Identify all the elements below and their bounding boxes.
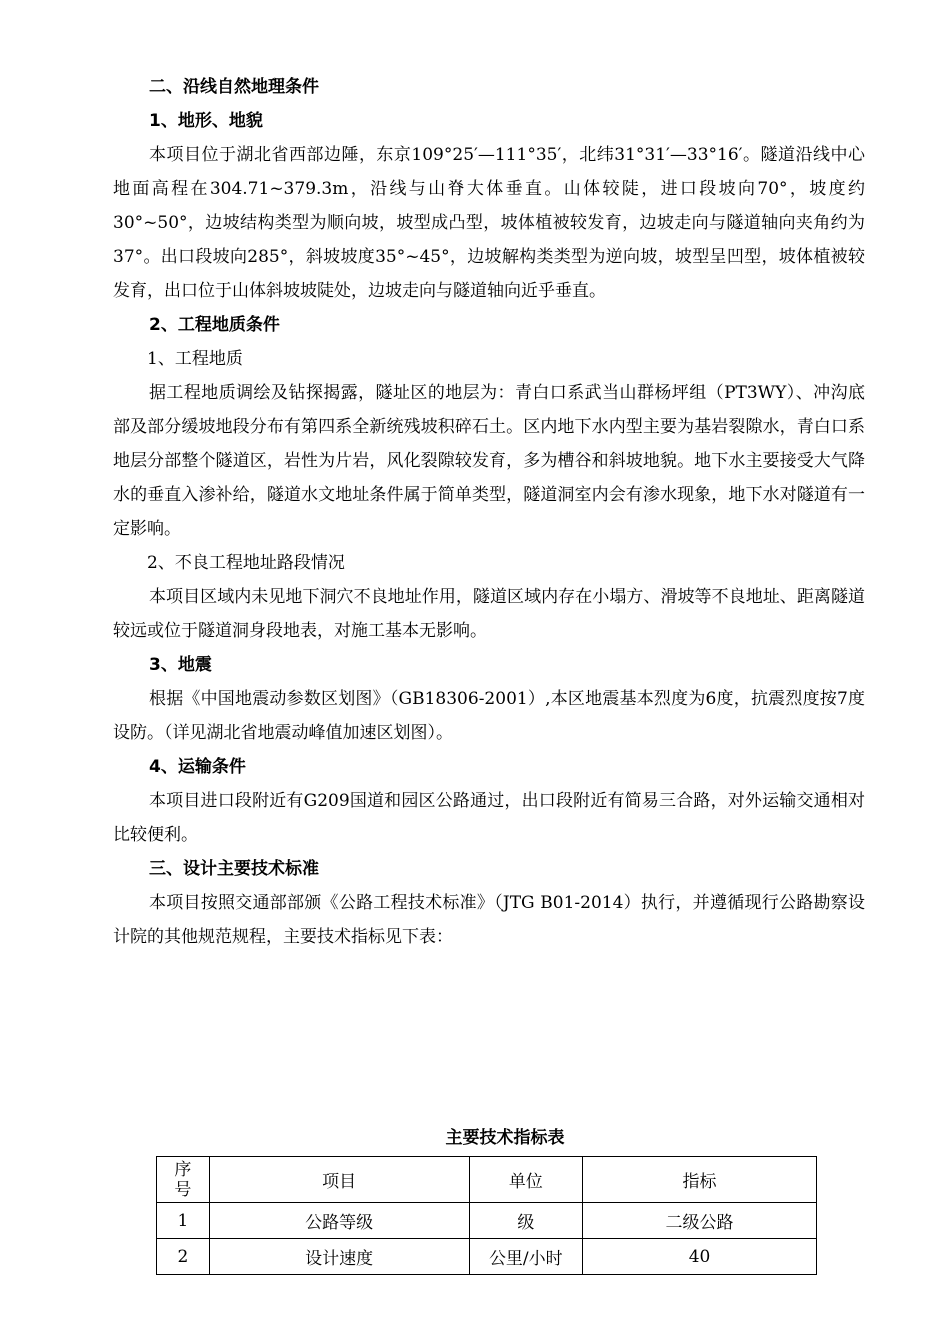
- cell-value: 二级公路: [583, 1203, 817, 1239]
- header-item: 项目: [209, 1157, 469, 1203]
- document-body: [113, 70, 865, 954]
- cell-unit: 级: [469, 1203, 583, 1239]
- paragraph: 本项目位于湖北省西部边陲，东京109°25′—111°35′，北纬31°31′—33°16′。隧道沿线中心地面高程在304.71~379.3m，沿线与山脊大体垂直。山体较陡，进口段坡向70°，坡度约30°~50°，边坡结构类型为顺向坡，坡型成凸型，坡体植被较发育，边坡走向与隧道轴向夹角约为37°。出口段坡向285°，斜坡坡度35°~45°，边坡解构类类型为逆向坡，坡型呈凹型，坡体植被较发育，出口位于山体斜坡坡陡处，边坡走向与隧道轴向近乎垂直。: [113, 145, 865, 301]
- table-row: [157, 1203, 817, 1239]
- paragraph: 根据《中国地震动参数区划图》（GB18306-2001）,本区地震基本烈度为6度，抗震烈度按7度设防。（详见湖北省地震动峰值加速区划图）。: [113, 689, 865, 743]
- paragraph: 本项目进口段附近有G209国道和园区公路通过，出口段附近有简易三合路，对外运输交通相对比较便利。: [113, 791, 865, 845]
- subsection-heading: 4、运输条件: [149, 757, 246, 777]
- header-value: 指标: [583, 1157, 817, 1203]
- paragraph: 据工程地质调绘及钻探揭露，隧址区的地层为：青白口系武当山群杨坪组（PT3WY）、冲沟底部及部分缓坡地段分布有第四系全新统残坡积碎石土。区内地下水内型主要为基岩裂隙水，青白口系地层分部整个隧道区，岩性为片岩，风化裂隙较发育，多为槽谷和斜坡地貌。地下水主要接受大气降水的垂直入渗补给，隧道水文地址条件属于简单类型，隧道洞室内会有渗水现象，地下水对隧道有一定影响。: [113, 383, 865, 539]
- table-row: [157, 1239, 817, 1275]
- subsection-heading: 1、地形、地貌: [149, 111, 263, 131]
- cell-value: 40: [583, 1239, 817, 1275]
- header-seq-line1: 序: [174, 1159, 192, 1180]
- cell-seq: 1: [157, 1203, 210, 1239]
- subsection-heading: 3、地震: [149, 655, 212, 675]
- cell-item: 设计速度: [209, 1239, 469, 1275]
- table-title: 主要技术指标表: [445, 1128, 565, 1148]
- header-unit: 单位: [469, 1157, 583, 1203]
- paragraph: 本项目按照交通部部颁《公路工程技术标准》（JTG B01-2014）执行，并遵循现行公路勘察设计院的其他规范规程，主要技术指标见下表：: [113, 893, 865, 947]
- table-header-row: [157, 1157, 817, 1203]
- paragraph: 本项目区域内未见地下洞穴不良地址作用，隧道区域内存在小塌方、滑坡等不良地址、距离隧道较远或位于隧道洞身段地表，对施工基本无影响。: [113, 587, 865, 641]
- sub-item-heading: 1、工程地质: [147, 349, 243, 369]
- subsection-heading: 2、工程地质条件: [149, 315, 280, 335]
- section-heading: 三、设计主要技术标准: [149, 859, 319, 879]
- cell-unit: 公里/小时: [469, 1239, 583, 1275]
- spec-table: [156, 1156, 817, 1275]
- cell-seq: 2: [157, 1239, 210, 1275]
- header-seq-line2: 号: [174, 1179, 192, 1200]
- header-seq: [157, 1157, 210, 1203]
- sub-item-heading: 2、不良工程地址路段情况: [147, 553, 345, 573]
- cell-item: 公路等级: [209, 1203, 469, 1239]
- section-heading: 二、沿线自然地理条件: [149, 77, 319, 97]
